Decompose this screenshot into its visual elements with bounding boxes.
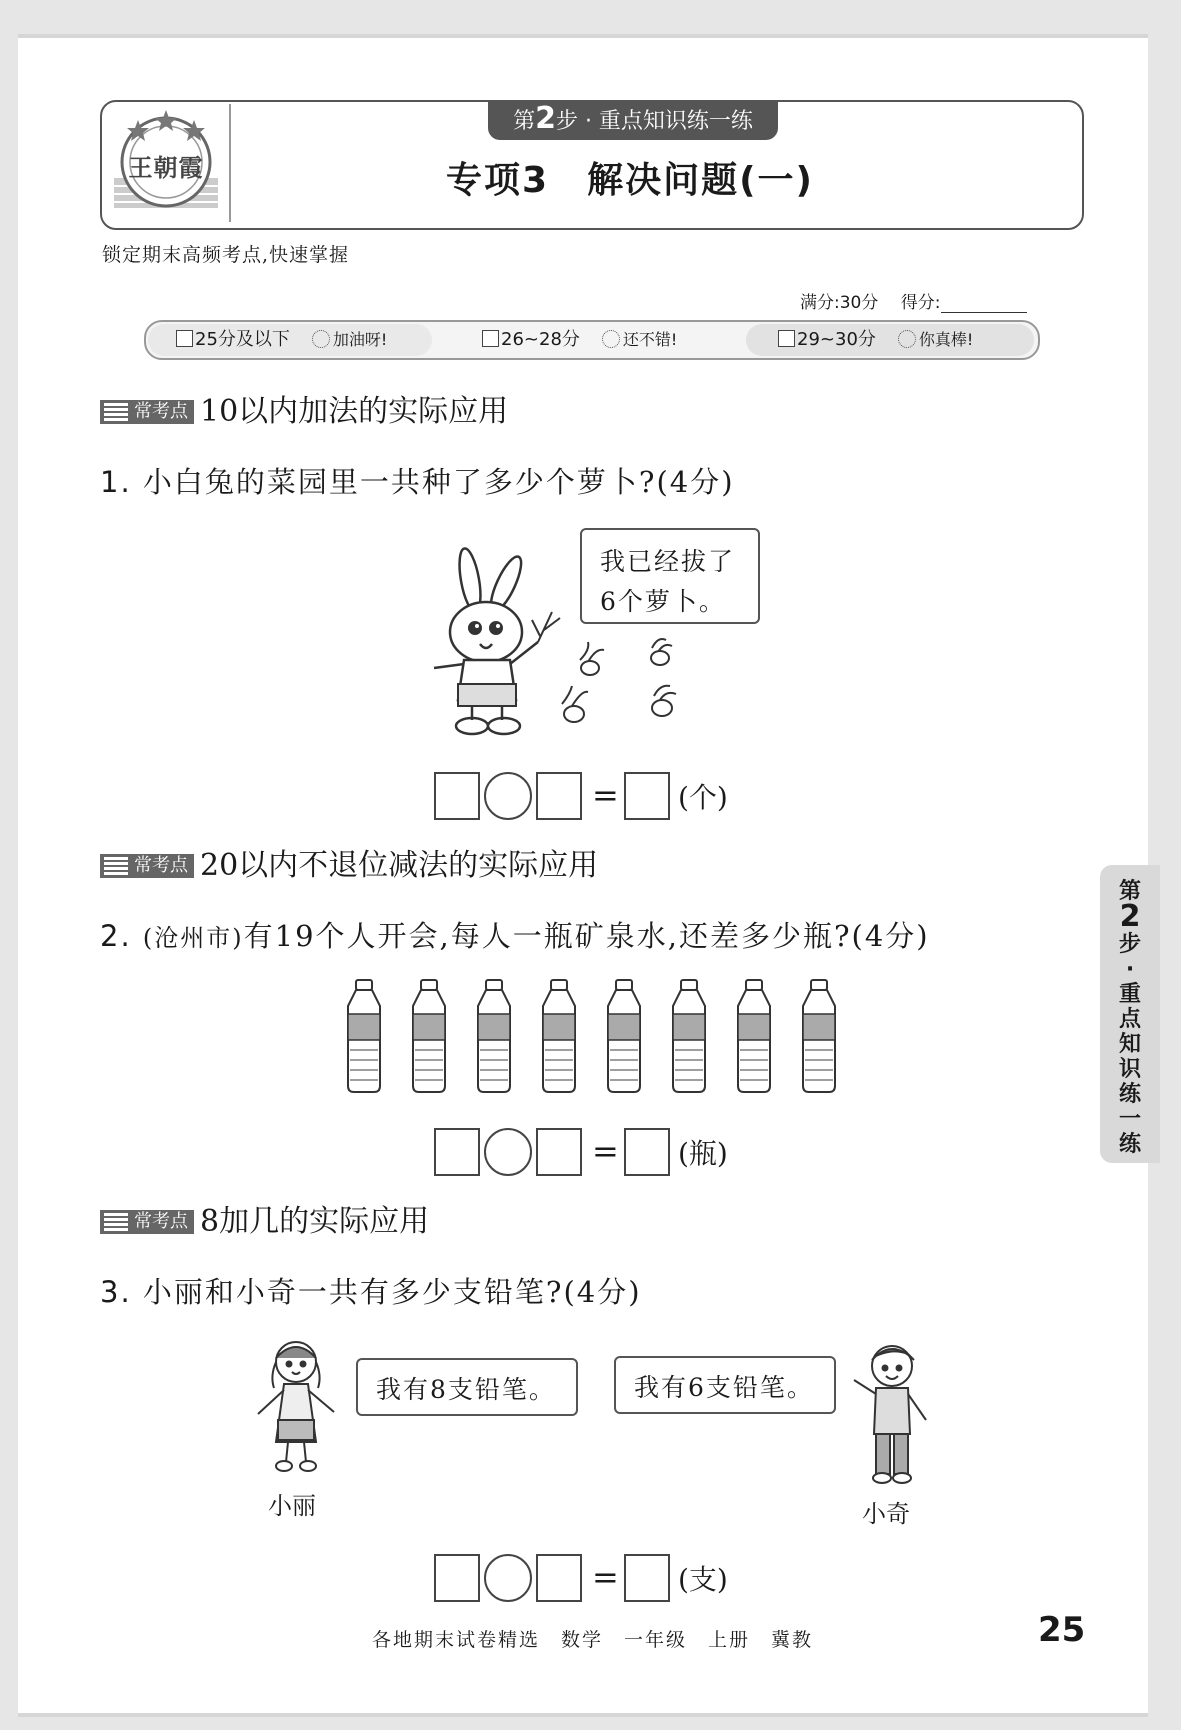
side-tab-text: 步·重点知识练一练 (1118, 932, 1141, 1157)
step-number: 2 (535, 101, 556, 136)
page-number: 25 (1038, 1610, 1086, 1650)
rating-range: 26~28分 (501, 329, 580, 350)
name-label-right: 小奇 (862, 1500, 910, 1528)
question-number: 1. (100, 465, 132, 499)
footer-text: 各地期末试卷精选 数学 一年级 上册 冀教 (372, 1629, 814, 1651)
answer-box[interactable] (624, 772, 670, 820)
step-suffix: 步 · 重点知识练一练 (555, 109, 753, 134)
girl-illustration (252, 1336, 342, 1476)
question-3 (100, 1270, 642, 1311)
rating-option-3[interactable] (778, 322, 973, 358)
side-tab (1100, 865, 1160, 1163)
badge: 常考点 (100, 854, 194, 878)
question-text: 小白兔的菜园里一共种了多少个萝卜?(4分) (142, 465, 735, 499)
section-heading-1 (100, 394, 508, 430)
logo-divider (229, 104, 231, 222)
face-icon (898, 330, 916, 348)
wave-icon (104, 857, 128, 875)
unit-label: (支) (678, 1563, 728, 1596)
checkbox[interactable] (176, 330, 193, 347)
question-number: 3. (100, 1275, 132, 1309)
operator-circle[interactable] (484, 1554, 532, 1602)
bubble-line: 我已经拔了 (600, 547, 736, 576)
rating-comment: 还不错! (622, 330, 678, 349)
checkbox[interactable] (482, 330, 499, 347)
rating-option-2[interactable] (482, 322, 677, 358)
step-tab (488, 100, 778, 140)
answer-box[interactable] (536, 772, 582, 820)
question-text: 小丽和小奇一共有多少支铅笔?(4分) (142, 1275, 642, 1309)
side-tab-number: 2 (1119, 899, 1141, 934)
rating-range: 25分及以下 (195, 329, 290, 350)
water-bottles (340, 980, 840, 1096)
question-2 (100, 914, 930, 955)
section-topic: 8加几的实际应用 (200, 1204, 430, 1239)
equals-sign: = (592, 776, 619, 814)
rating-range: 29~30分 (797, 329, 876, 350)
unit-label: (瓶) (678, 1137, 728, 1170)
bubble-line: 6个萝卜。 (600, 587, 726, 616)
operator-circle[interactable] (484, 1128, 532, 1176)
speech-bubble-right (614, 1356, 836, 1414)
page-title: 专项3 解决问题(一) (446, 160, 814, 201)
boy-illustration (848, 1340, 938, 1490)
bubble-text: 我有6支铅笔。 (634, 1373, 814, 1402)
question-1 (100, 460, 735, 501)
side-tab-prefix: 第 (1118, 879, 1141, 904)
bubble-text: 我有8支铅笔。 (376, 1375, 556, 1404)
score-label: 得分: (900, 293, 941, 313)
logo-text: 王朝霞 (128, 153, 204, 182)
section-topic: 20以内不退位减法的实际应用 (200, 848, 599, 883)
answer-box[interactable] (536, 1128, 582, 1176)
score-blank[interactable] (941, 296, 1027, 313)
wave-icon (104, 403, 128, 421)
face-icon (312, 330, 330, 348)
step-prefix: 第 (513, 109, 536, 134)
name-label-left: 小丽 (268, 1492, 316, 1520)
rating-option-1[interactable] (176, 322, 387, 358)
score-line (800, 288, 1027, 313)
question-source: (沧州市) (142, 924, 244, 952)
equals-sign: = (592, 1132, 619, 1170)
section-heading-2 (100, 848, 598, 884)
badge: 常考点 (100, 400, 194, 424)
question-number: 2. (100, 919, 132, 953)
rating-comment: 加油呀! (332, 330, 388, 349)
speech-bubble-rabbit (580, 528, 760, 624)
answer-box[interactable] (624, 1128, 670, 1176)
checkbox[interactable] (778, 330, 795, 347)
rating-comment: 你真棒! (918, 330, 974, 349)
full-marks: 满分:30分 (800, 293, 879, 313)
section-heading-3 (100, 1204, 429, 1240)
answer-box[interactable] (434, 1554, 480, 1602)
speech-bubble-left (356, 1358, 578, 1416)
equals-sign: = (592, 1558, 619, 1596)
question-text: 有19个人开会,每人一瓶矿泉水,还差多少瓶?(4分) (243, 919, 930, 953)
answer-box[interactable] (624, 1554, 670, 1602)
answer-box[interactable] (536, 1554, 582, 1602)
answer-box[interactable] (434, 772, 480, 820)
tagline: 锁定期末高频考点,快速掌握 (102, 244, 350, 266)
section-topic: 10以内加法的实际应用 (200, 394, 509, 429)
rating-bar (144, 320, 1040, 360)
operator-circle[interactable] (484, 772, 532, 820)
face-icon (602, 330, 620, 348)
wave-icon (104, 1213, 128, 1231)
answer-box[interactable] (434, 1128, 480, 1176)
radish-group (560, 640, 690, 740)
badge: 常考点 (100, 1210, 194, 1234)
unit-label: (个) (678, 781, 728, 814)
